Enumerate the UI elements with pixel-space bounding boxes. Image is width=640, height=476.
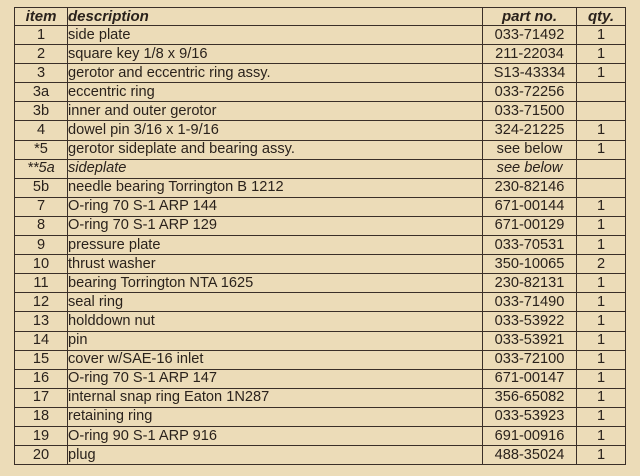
cell-item: 2 [15, 45, 68, 64]
cell-qty: 1 [577, 274, 626, 293]
cell-item: 1 [15, 26, 68, 45]
cell-description: O-ring 90 S-1 ARP 916 [68, 426, 483, 445]
table-row [15, 446, 626, 465]
table-row [15, 197, 626, 216]
table-row [15, 64, 626, 83]
cell-description: inner and outer gerotor [68, 102, 483, 121]
table-row [15, 216, 626, 235]
cell-part-no: 033-72256 [483, 83, 577, 102]
cell-qty: 1 [577, 64, 626, 83]
table-header-row [15, 8, 626, 26]
table-row [15, 178, 626, 197]
cell-qty [577, 83, 626, 102]
header-part-no: part no. [483, 8, 577, 26]
cell-part-no: 033-53921 [483, 331, 577, 350]
cell-description: needle bearing Torrington B 1212 [68, 178, 483, 197]
cell-description: sideplate [68, 159, 483, 178]
cell-item: 3a [15, 83, 68, 102]
cell-description: seal ring [68, 293, 483, 312]
header-item: item [15, 8, 68, 26]
table-body [15, 26, 626, 465]
cell-item: 12 [15, 293, 68, 312]
cell-description: eccentric ring [68, 83, 483, 102]
table-row [15, 331, 626, 350]
cell-item: 8 [15, 216, 68, 235]
cell-part-no: see below [483, 159, 577, 178]
cell-description: pin [68, 331, 483, 350]
cell-qty: 1 [577, 426, 626, 445]
cell-item: 18 [15, 407, 68, 426]
cell-part-no: 033-53922 [483, 312, 577, 331]
cell-description: gerotor and eccentric ring assy. [68, 64, 483, 83]
cell-part-no: 033-70531 [483, 236, 577, 255]
cell-description: side plate [68, 26, 483, 45]
table-row [15, 388, 626, 407]
table-row [15, 407, 626, 426]
cell-item: 13 [15, 312, 68, 331]
cell-description: thrust washer [68, 255, 483, 274]
cell-part-no: 691-00916 [483, 426, 577, 445]
header-description: description [68, 8, 483, 26]
cell-description: bearing Torrington NTA 1625 [68, 274, 483, 293]
table-row [15, 26, 626, 45]
table-row [15, 369, 626, 388]
cell-description: gerotor sideplate and bearing assy. [68, 140, 483, 159]
cell-description: pressure plate [68, 236, 483, 255]
cell-item: 15 [15, 350, 68, 369]
cell-qty [577, 178, 626, 197]
cell-qty: 1 [577, 350, 626, 369]
cell-part-no: 033-71492 [483, 26, 577, 45]
cell-qty: 1 [577, 26, 626, 45]
table-row [15, 255, 626, 274]
table-row [15, 102, 626, 121]
table-row [15, 236, 626, 255]
cell-qty: 2 [577, 255, 626, 274]
table-row [15, 159, 626, 178]
cell-item: 17 [15, 388, 68, 407]
parts-table [14, 7, 626, 465]
table-row [15, 274, 626, 293]
cell-qty: 1 [577, 388, 626, 407]
cell-qty: 1 [577, 140, 626, 159]
cell-description: holddown nut [68, 312, 483, 331]
cell-part-no: 230-82146 [483, 178, 577, 197]
cell-item: **5a [15, 159, 68, 178]
cell-description: O-ring 70 S-1 ARP 144 [68, 197, 483, 216]
cell-qty: 1 [577, 216, 626, 235]
cell-part-no: 350-10065 [483, 255, 577, 274]
cell-part-no: 033-53923 [483, 407, 577, 426]
cell-description: cover w/SAE-16 inlet [68, 350, 483, 369]
table-row [15, 350, 626, 369]
cell-item: 14 [15, 331, 68, 350]
cell-item: 9 [15, 236, 68, 255]
cell-item: 3b [15, 102, 68, 121]
cell-item: *5 [15, 140, 68, 159]
cell-part-no: 488-35024 [483, 446, 577, 465]
cell-part-no: 230-82131 [483, 274, 577, 293]
table-row [15, 45, 626, 64]
cell-part-no: see below [483, 140, 577, 159]
cell-part-no: 671-00147 [483, 369, 577, 388]
cell-item: 20 [15, 446, 68, 465]
cell-item: 11 [15, 274, 68, 293]
cell-description: internal snap ring Eaton 1N287 [68, 388, 483, 407]
cell-part-no: 671-00129 [483, 216, 577, 235]
cell-qty: 1 [577, 121, 626, 140]
cell-qty: 1 [577, 331, 626, 350]
cell-part-no: 033-71500 [483, 102, 577, 121]
cell-qty [577, 102, 626, 121]
cell-qty: 1 [577, 45, 626, 64]
table-row [15, 83, 626, 102]
cell-part-no: 324-21225 [483, 121, 577, 140]
cell-description: plug [68, 446, 483, 465]
cell-item: 3 [15, 64, 68, 83]
cell-item: 4 [15, 121, 68, 140]
cell-qty: 1 [577, 407, 626, 426]
cell-part-no: 211-22034 [483, 45, 577, 64]
cell-item: 7 [15, 197, 68, 216]
cell-qty: 1 [577, 312, 626, 331]
table-row [15, 312, 626, 331]
cell-description: O-ring 70 S-1 ARP 129 [68, 216, 483, 235]
cell-description: O-ring 70 S-1 ARP 147 [68, 369, 483, 388]
header-qty: qty. [577, 8, 626, 26]
table-row [15, 426, 626, 445]
cell-description: retaining ring [68, 407, 483, 426]
cell-part-no: 356-65082 [483, 388, 577, 407]
table-row [15, 140, 626, 159]
cell-qty: 1 [577, 197, 626, 216]
table-row [15, 121, 626, 140]
cell-item: 5b [15, 178, 68, 197]
cell-part-no: 033-71490 [483, 293, 577, 312]
table-row [15, 293, 626, 312]
cell-item: 10 [15, 255, 68, 274]
cell-item: 16 [15, 369, 68, 388]
cell-qty: 1 [577, 446, 626, 465]
cell-description: square key 1/8 x 9/16 [68, 45, 483, 64]
cell-part-no: 671-00144 [483, 197, 577, 216]
cell-qty: 1 [577, 236, 626, 255]
cell-item: 19 [15, 426, 68, 445]
cell-part-no: 033-72100 [483, 350, 577, 369]
cell-description: dowel pin 3/16 x 1-9/16 [68, 121, 483, 140]
cell-qty: 1 [577, 369, 626, 388]
cell-qty: 1 [577, 293, 626, 312]
cell-qty [577, 159, 626, 178]
cell-part-no: S13-43334 [483, 64, 577, 83]
